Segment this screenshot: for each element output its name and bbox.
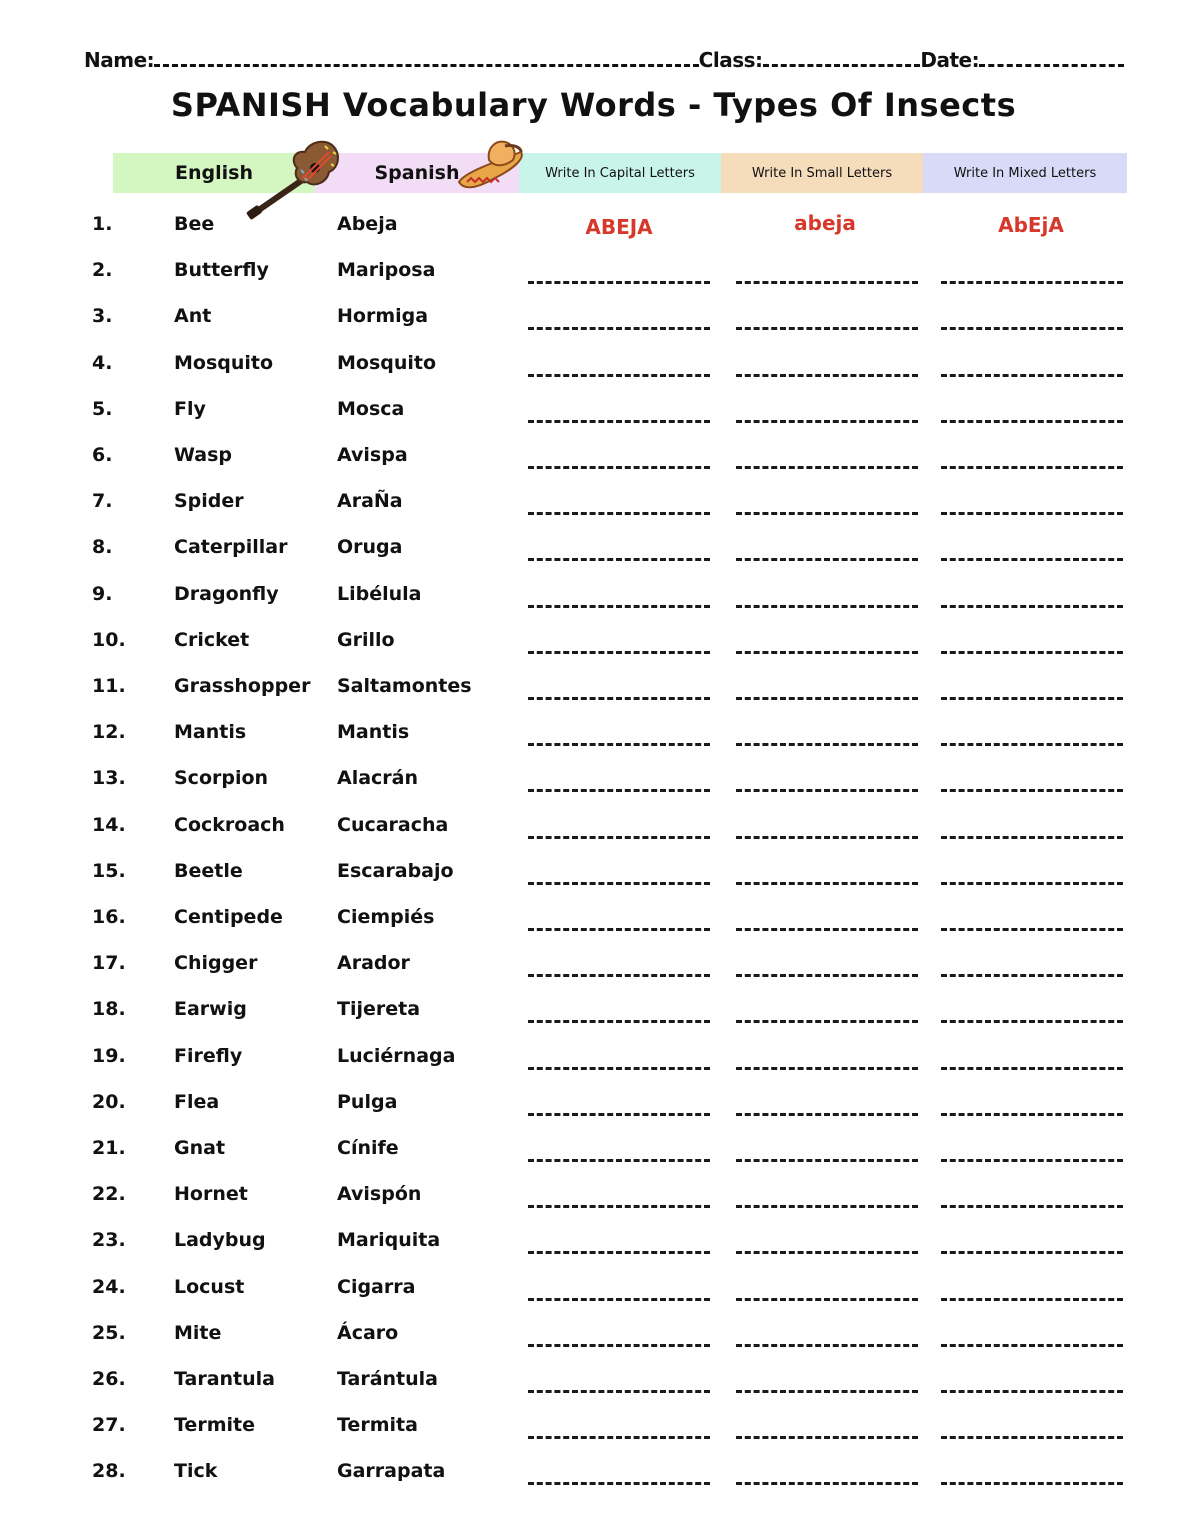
column-header-english-label: English [175,162,253,184]
english-word: Wasp [174,444,233,466]
capital-letters-blank[interactable] [528,882,710,885]
capital-letters-blank[interactable] [528,420,710,423]
capital-letters-blank[interactable] [528,1113,710,1116]
spanish-word: Mosquito [337,352,437,374]
example-small: abeja [794,211,856,235]
column-header-mixed-label: Write In Mixed Letters [953,165,1097,181]
vocabulary-row [0,675,1187,721]
english-word: Caterpillar [174,536,288,558]
capital-letters-blank[interactable] [528,1067,710,1070]
english-word: Flea [174,1091,220,1113]
mixed-letters-blank[interactable] [941,605,1123,608]
english-word: Spider [174,490,244,512]
vocabulary-row [0,1091,1187,1137]
capital-letters-blank[interactable] [528,327,710,330]
row-number: 1. [92,213,113,235]
mixed-letters-blank[interactable] [941,558,1123,561]
small-letters-blank[interactable] [736,789,918,792]
mixed-letters-blank[interactable] [941,1113,1123,1116]
small-letters-blank[interactable] [736,605,918,608]
small-letters-blank[interactable] [736,1436,918,1439]
spanish-word: Abeja [337,213,398,235]
column-header-mixed [923,153,1127,193]
english-word: Tick [174,1460,218,1482]
page-title: SPANISH Vocabulary Words - Types Of Insects [170,86,1017,124]
small-letters-blank[interactable] [736,281,918,284]
mixed-letters-blank[interactable] [941,974,1123,977]
row-number: 20. [92,1091,126,1113]
row-number: 10. [92,629,126,651]
english-word: Ant [174,305,212,327]
row-number: 28. [92,1460,126,1482]
vocabulary-row [0,305,1187,351]
english-word: Beetle [174,860,243,882]
capital-letters-blank[interactable] [528,1298,710,1301]
date-field[interactable] [979,64,1124,67]
small-letters-blank[interactable] [736,697,918,700]
capital-letters-blank[interactable] [528,743,710,746]
english-word: Chigger [174,952,258,974]
row-number: 11. [92,675,126,697]
vocabulary-row [0,721,1187,767]
date-label: Date: [920,48,980,72]
small-letters-blank[interactable] [736,928,918,931]
mixed-letters-blank[interactable] [941,743,1123,746]
spanish-word: Pulga [337,1091,398,1113]
english-word: Bee [174,213,215,235]
spanish-word: Mosca [337,398,405,420]
row-number: 17. [92,952,126,974]
spanish-word: Cucaracha [337,814,449,836]
small-letters-blank[interactable] [736,974,918,977]
row-number: 27. [92,1414,126,1436]
mixed-letters-blank[interactable] [941,882,1123,885]
small-letters-blank[interactable] [736,1113,918,1116]
column-header-capital-label: Write In Capital Letters [545,165,695,181]
vocabulary-row [0,1368,1187,1414]
vocabulary-row [0,998,1187,1044]
small-letters-blank[interactable] [736,420,918,423]
spanish-word: Hormiga [337,305,429,327]
english-word: Firefly [174,1045,243,1067]
small-letters-blank[interactable] [736,558,918,561]
english-word: Mosquito [174,352,274,374]
mixed-letters-blank[interactable] [941,697,1123,700]
spanish-word: Termita [337,1414,418,1436]
spanish-word: Tijereta [337,998,421,1020]
student-info-line [84,48,1124,72]
english-word: Mantis [174,721,247,743]
spanish-word: Garrapata [337,1460,446,1482]
small-letters-blank[interactable] [736,327,918,330]
capital-letters-blank[interactable] [528,281,710,284]
capital-letters-blank[interactable] [528,1344,710,1347]
vocabulary-row [0,1229,1187,1275]
row-number: 21. [92,1137,126,1159]
mixed-letters-blank[interactable] [941,1251,1123,1254]
english-word: Tarantula [174,1368,275,1390]
spanish-word: AraÑa [337,490,403,512]
small-letters-blank[interactable] [736,1298,918,1301]
small-letters-blank[interactable] [736,1020,918,1023]
small-letters-blank[interactable] [736,882,918,885]
row-number: 6. [92,444,113,466]
capital-letters-blank[interactable] [528,558,710,561]
capital-letters-blank[interactable] [528,374,710,377]
small-letters-blank[interactable] [736,1159,918,1162]
mixed-letters-blank[interactable] [941,374,1123,377]
mixed-letters-blank[interactable] [941,1436,1123,1439]
vocabulary-row [0,398,1187,444]
spanish-word: Oruga [337,536,403,558]
example-mixed: AbEjA [998,213,1064,237]
mixed-letters-blank[interactable] [941,1159,1123,1162]
row-number: 14. [92,814,126,836]
mixed-letters-blank[interactable] [941,836,1123,839]
spanish-word: Grillo [337,629,395,651]
vocabulary-row [0,1322,1187,1368]
english-word: Grasshopper [174,675,311,697]
vocabulary-row [0,860,1187,906]
english-word: Butterfly [174,259,269,281]
spanish-word: Escarabajo [337,860,454,882]
vocabulary-row [0,490,1187,536]
mixed-letters-blank[interactable] [941,327,1123,330]
small-letters-blank[interactable] [736,1205,918,1208]
mixed-letters-blank[interactable] [941,789,1123,792]
vocabulary-row [0,444,1187,490]
spanish-word: Avispón [337,1183,422,1205]
capital-letters-blank[interactable] [528,928,710,931]
column-header-spanish-label: Spanish [374,162,460,184]
spanish-word: Cínife [337,1137,399,1159]
spanish-word: Tarántula [337,1368,438,1390]
row-number: 4. [92,352,113,374]
english-word: Mite [174,1322,222,1344]
row-number: 2. [92,259,113,281]
vocabulary-row [0,629,1187,675]
spanish-word: Arador [337,952,410,974]
vocabulary-row [0,1045,1187,1091]
capital-letters-blank[interactable] [528,466,710,469]
english-word: Hornet [174,1183,248,1205]
mixed-letters-blank[interactable] [941,512,1123,515]
small-letters-blank[interactable] [736,512,918,515]
vocabulary-row [0,1137,1187,1183]
column-header-small [721,153,923,193]
english-word: Locust [174,1276,245,1298]
mixed-letters-blank[interactable] [941,1344,1123,1347]
vocabulary-row [0,352,1187,398]
row-number: 13. [92,767,126,789]
capital-letters-blank[interactable] [528,512,710,515]
mixed-letters-blank[interactable] [941,651,1123,654]
vocabulary-row [0,1460,1187,1506]
small-letters-blank[interactable] [736,1390,918,1393]
vocabulary-row [0,814,1187,860]
capital-letters-blank[interactable] [528,836,710,839]
capital-letters-blank[interactable] [528,1390,710,1393]
mixed-letters-blank[interactable] [941,466,1123,469]
vocabulary-row [0,906,1187,952]
class-label: Class: [698,48,763,72]
row-number: 18. [92,998,126,1020]
capital-letters-blank[interactable] [528,1159,710,1162]
row-number: 16. [92,906,126,928]
vocabulary-row [0,767,1187,813]
small-letters-blank[interactable] [736,1482,918,1485]
capital-letters-blank[interactable] [528,1436,710,1439]
mixed-letters-blank[interactable] [941,1205,1123,1208]
capital-letters-blank[interactable] [528,1020,710,1023]
column-header-capital [519,153,721,193]
row-number: 24. [92,1276,126,1298]
guitar-icon [245,138,345,220]
spanish-word: Mariposa [337,259,436,281]
spanish-word: Libélula [337,583,422,605]
name-label: Name: [84,48,155,72]
small-letters-blank[interactable] [736,743,918,746]
english-word: Cockroach [174,814,285,836]
example-capital: ABEJA [585,215,653,239]
row-number: 23. [92,1229,126,1251]
spanish-word: Cigarra [337,1276,416,1298]
row-number: 22. [92,1183,126,1205]
row-number: 3. [92,305,113,327]
mixed-letters-blank[interactable] [941,1390,1123,1393]
mixed-letters-blank[interactable] [941,1067,1123,1070]
english-word: Dragonfly [174,583,279,605]
english-word: Scorpion [174,767,269,789]
sombrero-icon [455,138,527,198]
vocabulary-row [0,1276,1187,1322]
english-word: Gnat [174,1137,226,1159]
vocabulary-row [0,583,1187,629]
vocabulary-row [0,952,1187,998]
mixed-letters-blank[interactable] [941,1020,1123,1023]
capital-letters-blank[interactable] [528,974,710,977]
capital-letters-blank[interactable] [528,1205,710,1208]
spanish-word: Ácaro [337,1322,399,1344]
class-field[interactable] [763,64,921,67]
row-number: 5. [92,398,113,420]
vocabulary-row [0,1414,1187,1460]
vocabulary-row [0,259,1187,305]
capital-letters-blank[interactable] [528,651,710,654]
capital-letters-blank[interactable] [528,605,710,608]
english-word: Fly [174,398,206,420]
small-letters-blank[interactable] [736,374,918,377]
row-number: 26. [92,1368,126,1390]
mixed-letters-blank[interactable] [941,281,1123,284]
english-word: Cricket [174,629,250,651]
row-number: 8. [92,536,113,558]
name-field[interactable] [154,64,699,67]
column-header-small-label: Write In Small Letters [751,165,893,181]
english-word: Ladybug [174,1229,266,1251]
spanish-word: Alacrán [337,767,419,789]
small-letters-blank[interactable] [736,1344,918,1347]
small-letters-blank[interactable] [736,1251,918,1254]
mixed-letters-blank[interactable] [941,420,1123,423]
spanish-word: Mantis [337,721,410,743]
english-word: Termite [174,1414,255,1436]
capital-letters-blank[interactable] [528,789,710,792]
mixed-letters-blank[interactable] [941,1298,1123,1301]
row-number: 7. [92,490,113,512]
row-number: 9. [92,583,113,605]
english-word: Centipede [174,906,283,928]
english-word: Earwig [174,998,247,1020]
spanish-word: Saltamontes [337,675,472,697]
vocabulary-row [0,536,1187,582]
spanish-word: Ciempiés [337,906,435,928]
capital-letters-blank[interactable] [528,1251,710,1254]
small-letters-blank[interactable] [736,1067,918,1070]
row-number: 19. [92,1045,126,1067]
mixed-letters-blank[interactable] [941,1482,1123,1485]
spanish-word: Avispa [337,444,408,466]
small-letters-blank[interactable] [736,651,918,654]
vocabulary-row [0,1183,1187,1229]
spanish-word: Luciérnaga [337,1045,456,1067]
capital-letters-blank[interactable] [528,697,710,700]
small-letters-blank[interactable] [736,836,918,839]
row-number: 12. [92,721,126,743]
small-letters-blank[interactable] [736,466,918,469]
row-number: 25. [92,1322,126,1344]
row-number: 15. [92,860,126,882]
capital-letters-blank[interactable] [528,1482,710,1485]
mixed-letters-blank[interactable] [941,928,1123,931]
spanish-word: Mariquita [337,1229,441,1251]
